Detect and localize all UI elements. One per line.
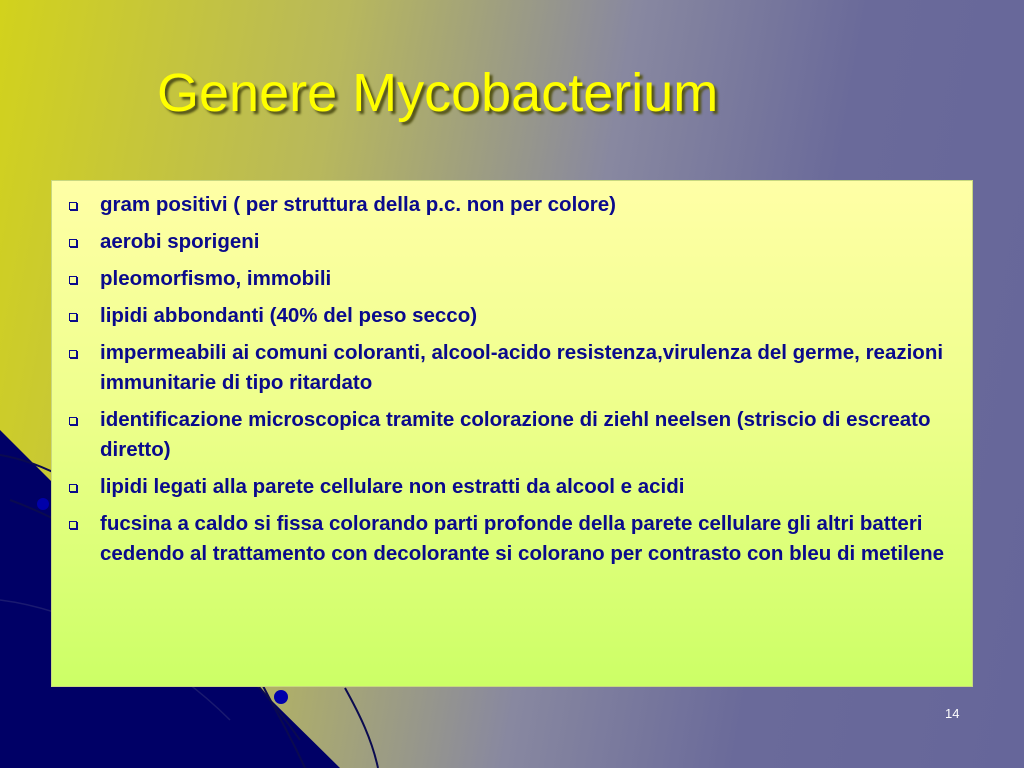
bullet-text: impermeabili ai comuni coloranti, alcool-acido resistenza,virulenza del germe, reazioni immunitarie di tipo ritardato <box>100 341 944 394</box>
square-bullet-icon <box>69 521 77 529</box>
square-bullet-icon <box>69 239 77 247</box>
bullet-text: lipidi abbondanti (40% del peso secco) <box>100 304 478 327</box>
bullet-text: aerobi sporigeni <box>100 230 260 253</box>
decorative-dot <box>37 498 49 510</box>
square-bullet-icon <box>69 350 77 358</box>
bullet-text: pleomorfismo, immobili <box>100 267 332 290</box>
bullet-item <box>64 472 962 502</box>
square-bullet-icon <box>69 417 77 425</box>
bullet-item <box>64 264 962 294</box>
bullet-item <box>64 301 962 331</box>
square-bullet-icon <box>69 276 77 284</box>
decorative-curve-line <box>345 688 378 768</box>
bullet-item <box>64 338 962 398</box>
bullet-item <box>64 227 962 257</box>
bullet-text: lipidi legati alla parete cellulare non estratti da alcool e acidi <box>100 475 685 498</box>
slide-number: 14 <box>945 706 960 721</box>
bullet-text: fucsina a caldo si fissa colorando parti profonde della parete cellulare gli altri batteri cedendo al trattamento con decolorante si colorano per contrasto con bleu di metilene <box>100 512 945 565</box>
bullet-text: gram positivi ( per struttura della p.c. non per colore) <box>100 193 617 216</box>
square-bullet-icon <box>69 484 77 492</box>
bullet-list <box>64 190 962 569</box>
decorative-dot <box>274 690 288 704</box>
bullet-text: identificazione microscopica tramite colorazione di ziehl neelsen (striscio di escreato diretto) <box>100 408 931 461</box>
square-bullet-icon <box>69 202 77 210</box>
bullet-item <box>64 405 962 465</box>
bullet-item <box>64 509 962 569</box>
bullet-item <box>64 190 962 220</box>
content-box <box>51 180 973 687</box>
square-bullet-icon <box>69 313 77 321</box>
slide-title: Genere Mycobacterium <box>157 63 719 123</box>
